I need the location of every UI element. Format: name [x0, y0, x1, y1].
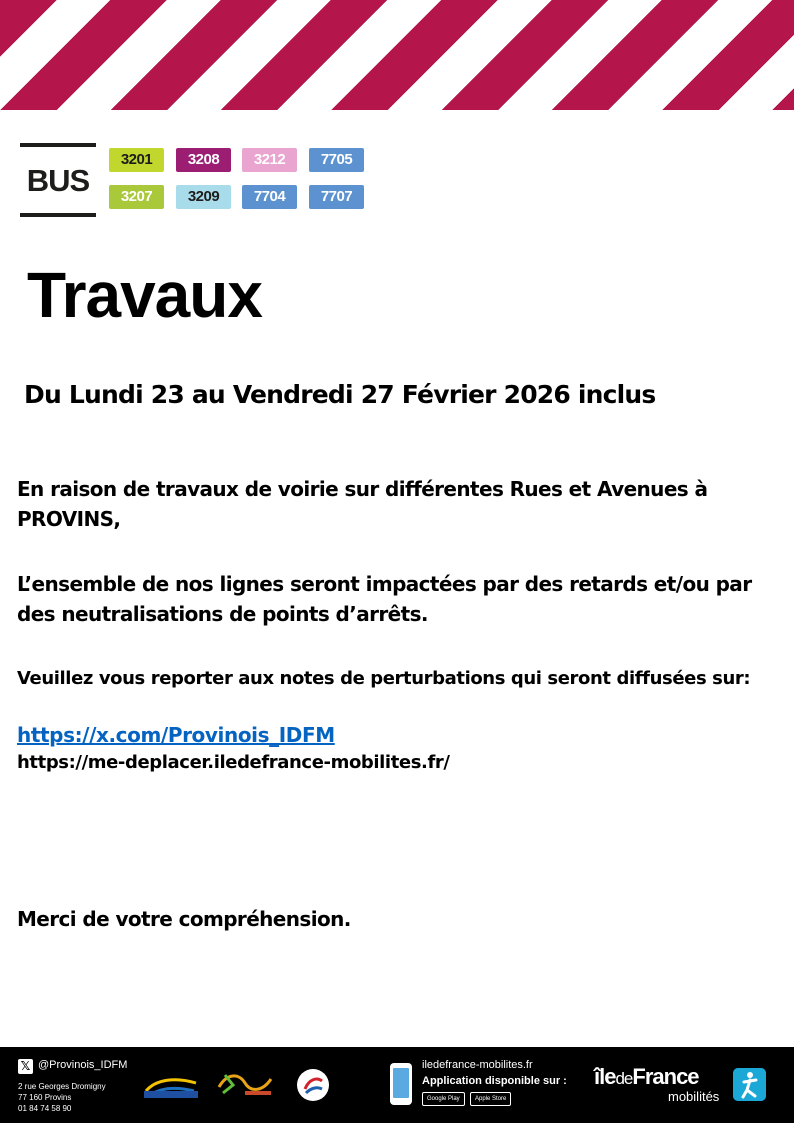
bus-mode-block — [20, 143, 96, 218]
notes-paragraph: Veuillez vous reporter aux notes de perturbations qui seront diffusées sur: — [17, 668, 751, 689]
google-play-badge[interactable]: Google Play — [422, 1092, 465, 1106]
footer-phone: 01 84 74 58 90 — [18, 1104, 72, 1113]
address-line-1: 2 rue Georges Dromigny — [18, 1082, 106, 1091]
address-line-2: 77 160 Provins — [18, 1093, 72, 1102]
line-badge: 3201 — [109, 148, 164, 172]
bus-rule-bottom — [20, 213, 96, 217]
bus-label: BUS — [26, 163, 90, 198]
line-badge: 7704 — [242, 185, 297, 209]
line-badge: 3208 — [176, 148, 231, 172]
idfm-site-link: https://me-deplacer.iledefrance-mobilites.fr/ — [17, 752, 450, 773]
brand-subtitle: mobilités — [668, 1089, 720, 1104]
footer-handle: @Provinois_IDFM — [38, 1059, 128, 1071]
x-logo-icon: 𝕏 — [18, 1059, 33, 1074]
date-range: Du Lundi 23 au Vendredi 27 Février 2026 inclus — [24, 380, 656, 409]
hazard-stripes-banner — [0, 0, 794, 110]
provinois-logo-icon — [140, 1071, 202, 1101]
x-account-link[interactable]: https://x.com/Provinois_IDFM — [17, 723, 335, 747]
impact-paragraph: L’ensemble de nos lignes seront impactées par des retards et/ou par des neutralisations de points d’arrêts. — [17, 572, 752, 626]
line-badge: 3209 — [176, 185, 231, 209]
line-badge: 7707 — [309, 185, 364, 209]
app-store-badge[interactable]: Apple Store — [470, 1092, 511, 1106]
phone-icon — [390, 1063, 412, 1105]
brie-nangissienne-logo-icon — [215, 1069, 275, 1101]
footer — [0, 1047, 794, 1123]
bus-rule-top — [20, 143, 96, 147]
line-badge: 3207 — [109, 185, 164, 209]
app-url: iledefrance-mobilites.fr — [422, 1059, 533, 1071]
line-badge: 7705 — [309, 148, 364, 172]
idfm-pedestrian-icon — [733, 1068, 766, 1101]
brand-de: de — [615, 1069, 633, 1088]
community-logo-icon — [297, 1069, 329, 1101]
app-label: Application disponible sur : — [422, 1075, 567, 1087]
reason-paragraph: En raison de travaux de voirie sur différentes Rues et Avenues à PROVINS, — [17, 477, 708, 531]
idfm-brand-logo — [594, 1064, 699, 1090]
thanks-paragraph: Merci de votre compréhension. — [17, 907, 351, 931]
brand-france: France — [632, 1064, 699, 1089]
page-title: Travaux — [27, 259, 262, 331]
footer-address — [18, 1081, 106, 1114]
brand-ile: île — [594, 1064, 616, 1089]
line-badge: 3212 — [242, 148, 297, 172]
